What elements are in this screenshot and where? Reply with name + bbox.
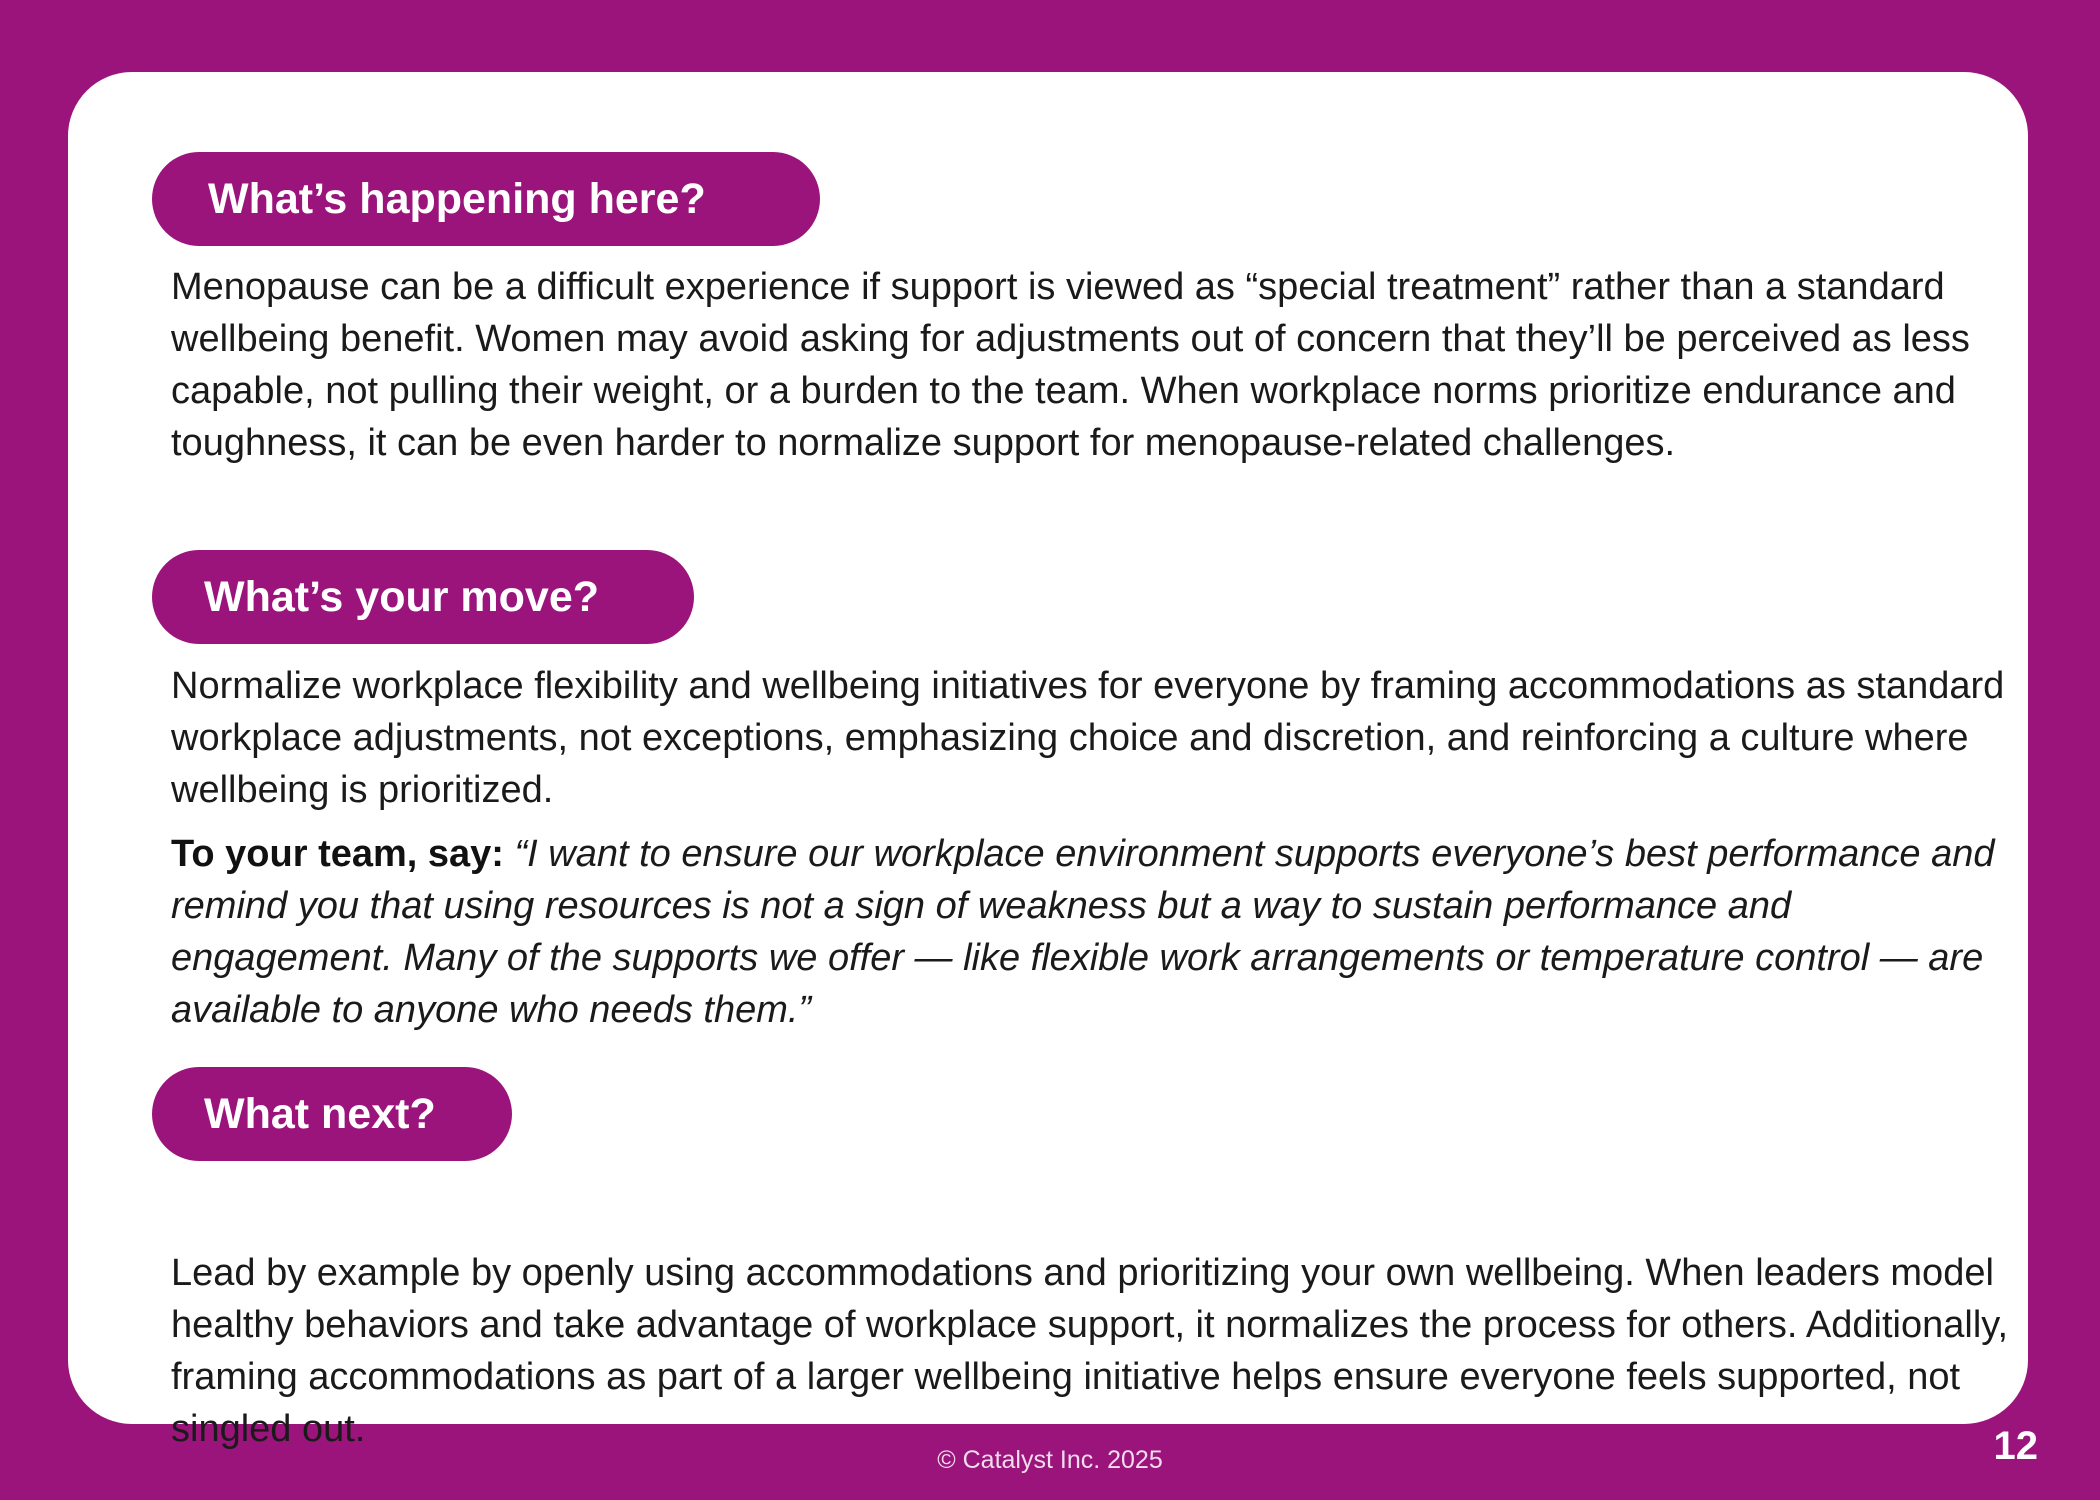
- paragraph-whats-happening: Menopause can be a difficult experience if support is viewed as “special treatment” rather than a standard wellbeing benefit. Women may avoid asking for adjustments out of concern that they’ll be perceived as less capable, not pulling their weight, or a burden to the team. When workplace norms prioritize endurance and toughness, it can be even harder to normalize support for menopause-related challenges.: [171, 266, 1970, 464]
- paragraph-whats-your-move: Normalize workplace flexibility and wellbeing initiatives for everyone by framing accommodations as standard workplace adjustments, not exceptions, emphasizing choice and discretion, and reinforcing a culture where wellbeing is prioritized.: [171, 665, 2005, 811]
- copyright-footer: © Catalyst Inc. 2025: [937, 1446, 1163, 1474]
- page-number: 12: [1993, 1424, 2038, 1468]
- say-label: To your team, say:: [171, 833, 504, 875]
- paragraph-what-next: Lead by example by openly using accommodations and prioritizing your own wellbeing. When leaders model healthy behaviors and take advantage of workplace support, it normalizes the process for others. Additionally, framing accommodations as part of a larger wellbeing initiative helps ensure everyone feels supported, not singled out.: [171, 1252, 2009, 1450]
- content-card: [68, 72, 2028, 1450]
- heading-whats-happening: What’s happening here?: [152, 152, 820, 246]
- heading-whats-your-move: What’s your move?: [152, 550, 694, 644]
- quote-text: “I want to ensure our workplace environment supports everyone’s best performance and remind you that using resources is not a sign of weakness but a way to sustain performance and engagement. Many of the supports we offer — like flexible work arrangements or temperature control — are available to anyone who needs them.”: [171, 833, 1995, 1031]
- heading-what-next: What next?: [152, 1067, 512, 1161]
- team-quote: [171, 828, 2011, 1036]
